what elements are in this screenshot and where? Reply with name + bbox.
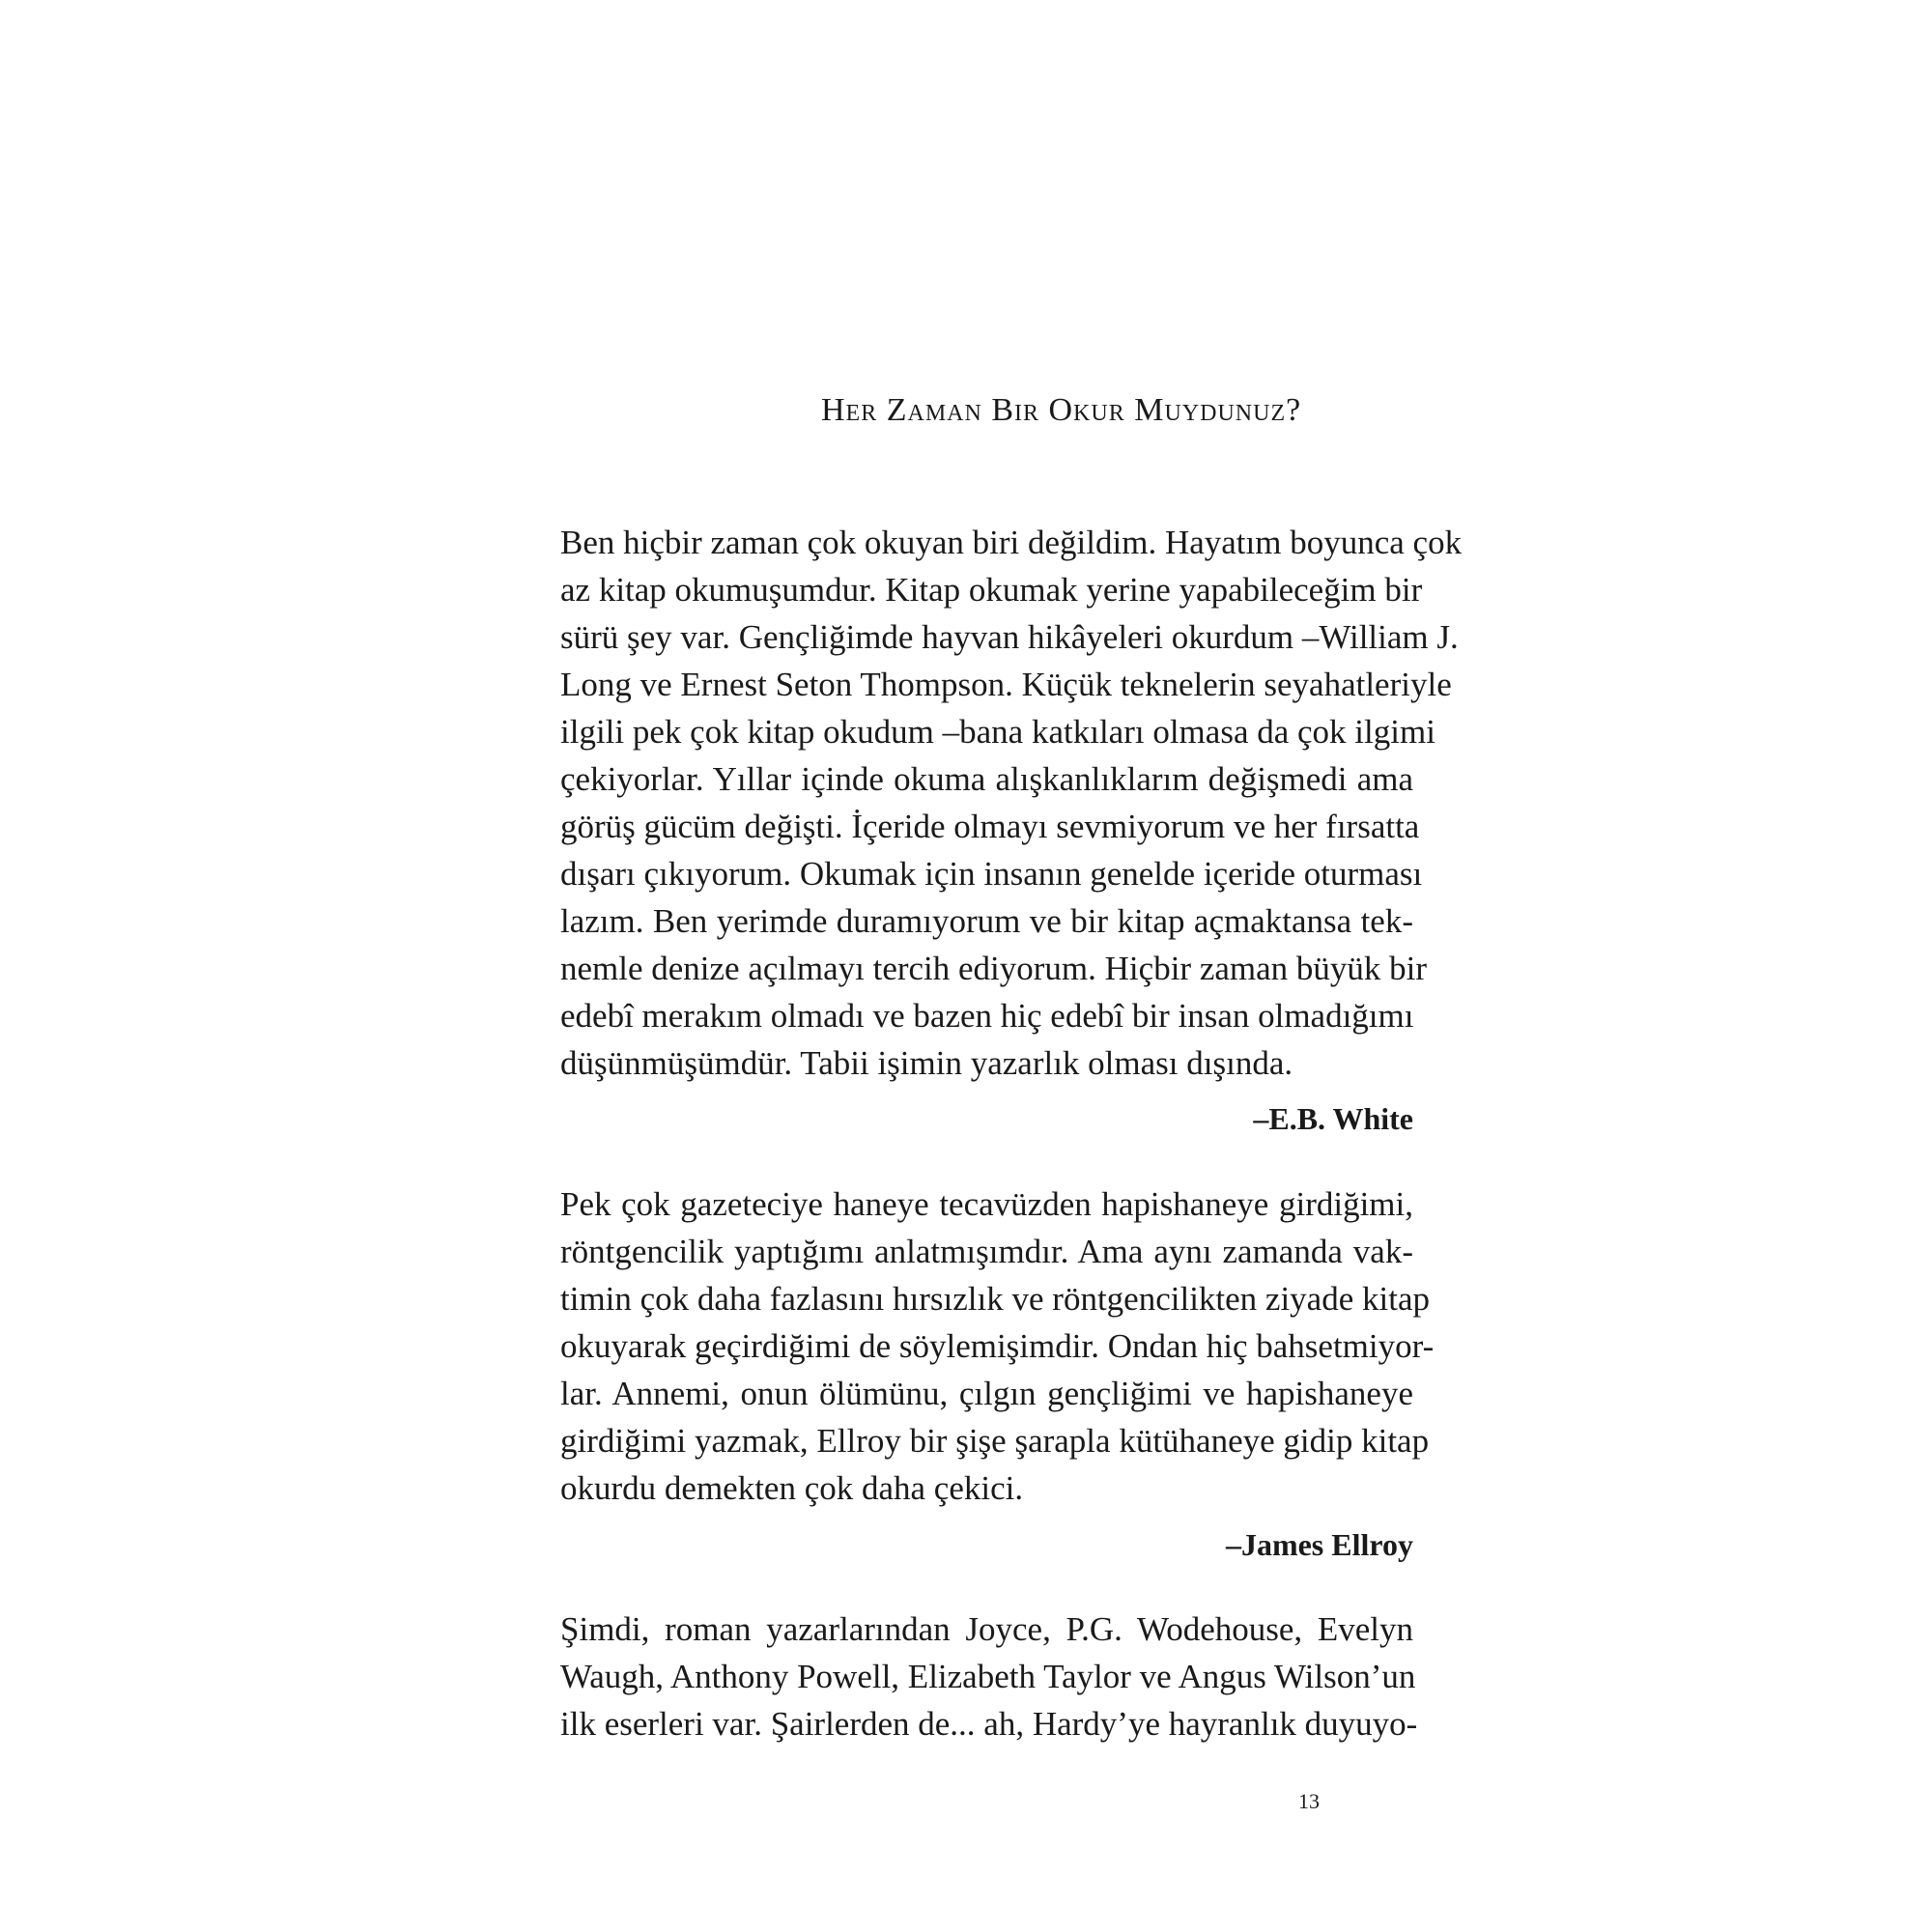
passage-ellroy (560, 1180, 1435, 1512)
text-line: Ben hiçbir zaman çok okuyan biri değildim. Hayatım boyunca çok (560, 524, 1463, 561)
page-number: 13 (1298, 1789, 1320, 1813)
text-line: ilk eserleri var. Şairlerden de... ah, Hardy’ye hayranlık duyuyo- (560, 1705, 1418, 1743)
text-line: girdiğimi yazmak, Ellroy bir şişe şarapla kütühaneye gidip kitap (560, 1422, 1430, 1460)
passage-continued (560, 1605, 1418, 1747)
text-line: ilgili pek çok kitap okudum –bana katkıları olmasa da çok ilgimi (560, 713, 1435, 751)
text-line: okuyarak geçirdiğimi de söylemişimdir. Ondan hiç bahsetmiyor- (560, 1327, 1435, 1365)
text-line: sürü şey var. Gençliğimde hayvan hikâyeleri okurdum –William J. (560, 618, 1459, 656)
text-line: nemle denize açılmayı tercih ediyorum. Hiçbir zaman büyük bir (560, 950, 1428, 987)
text-line: görüş gücüm değişti. İçeride olmayı sevmiyorum ve her fırsatta (560, 808, 1420, 845)
text-line: Long ve Ernest Seton Thompson. Küçük teknelerin seyahatleriyle (560, 666, 1452, 703)
text-line: Pek çok gazeteciye haneye tecavüzden hapishaneye girdiğimi, (560, 1185, 1413, 1223)
passage-ebwhite (560, 519, 1463, 1087)
text-line: okurdu demekten çok daha çekici. (560, 1469, 1024, 1507)
text-line: düşünmüşümdür. Tabii işimin yazarlık olması dışında. (560, 1044, 1293, 1082)
text-line: dışarı çıkıyorum. Okumak için insanın genelde içeride oturması (560, 855, 1423, 893)
text-line: az kitap okumuşumdur. Kitap okumak yerine yapabileceğim bir (560, 571, 1423, 609)
text-line: timin çok daha fazlasını hırsızlık ve röntgencilikten ziyade kitap (560, 1280, 1430, 1318)
text-line: röntgencilik yaptığımı anlatmışımdır. Ama aynı zamanda vak- (560, 1233, 1413, 1270)
text-line: Waugh, Anthony Powell, Elizabeth Taylor ve Angus Wilson’un (560, 1658, 1416, 1695)
text-line: Şimdi, roman yazarlarından Joyce, P.G. Wodehouse, Evelyn (560, 1610, 1413, 1648)
attribution-ebwhite: –E.B. White (1253, 1101, 1413, 1136)
text-line: çekiyorlar. Yıllar içinde okuma alışkanlıklarım değişmedi ama (560, 760, 1413, 798)
text-line: lar. Annemi, onun ölümünu, çılgın gençliğimi ve hapishaneye (560, 1375, 1413, 1412)
chapter-title: Her Zaman Bir Okur Muydunuz? (821, 392, 1302, 428)
text-line: lazım. Ben yerimde duramıyorum ve bir kitap açmaktansa tek- (560, 902, 1413, 940)
attribution-ellroy: –James Ellroy (1225, 1527, 1413, 1562)
text-line: edebî merakım olmadı ve bazen hiç edebî bir insan olmadığımı (560, 997, 1414, 1035)
